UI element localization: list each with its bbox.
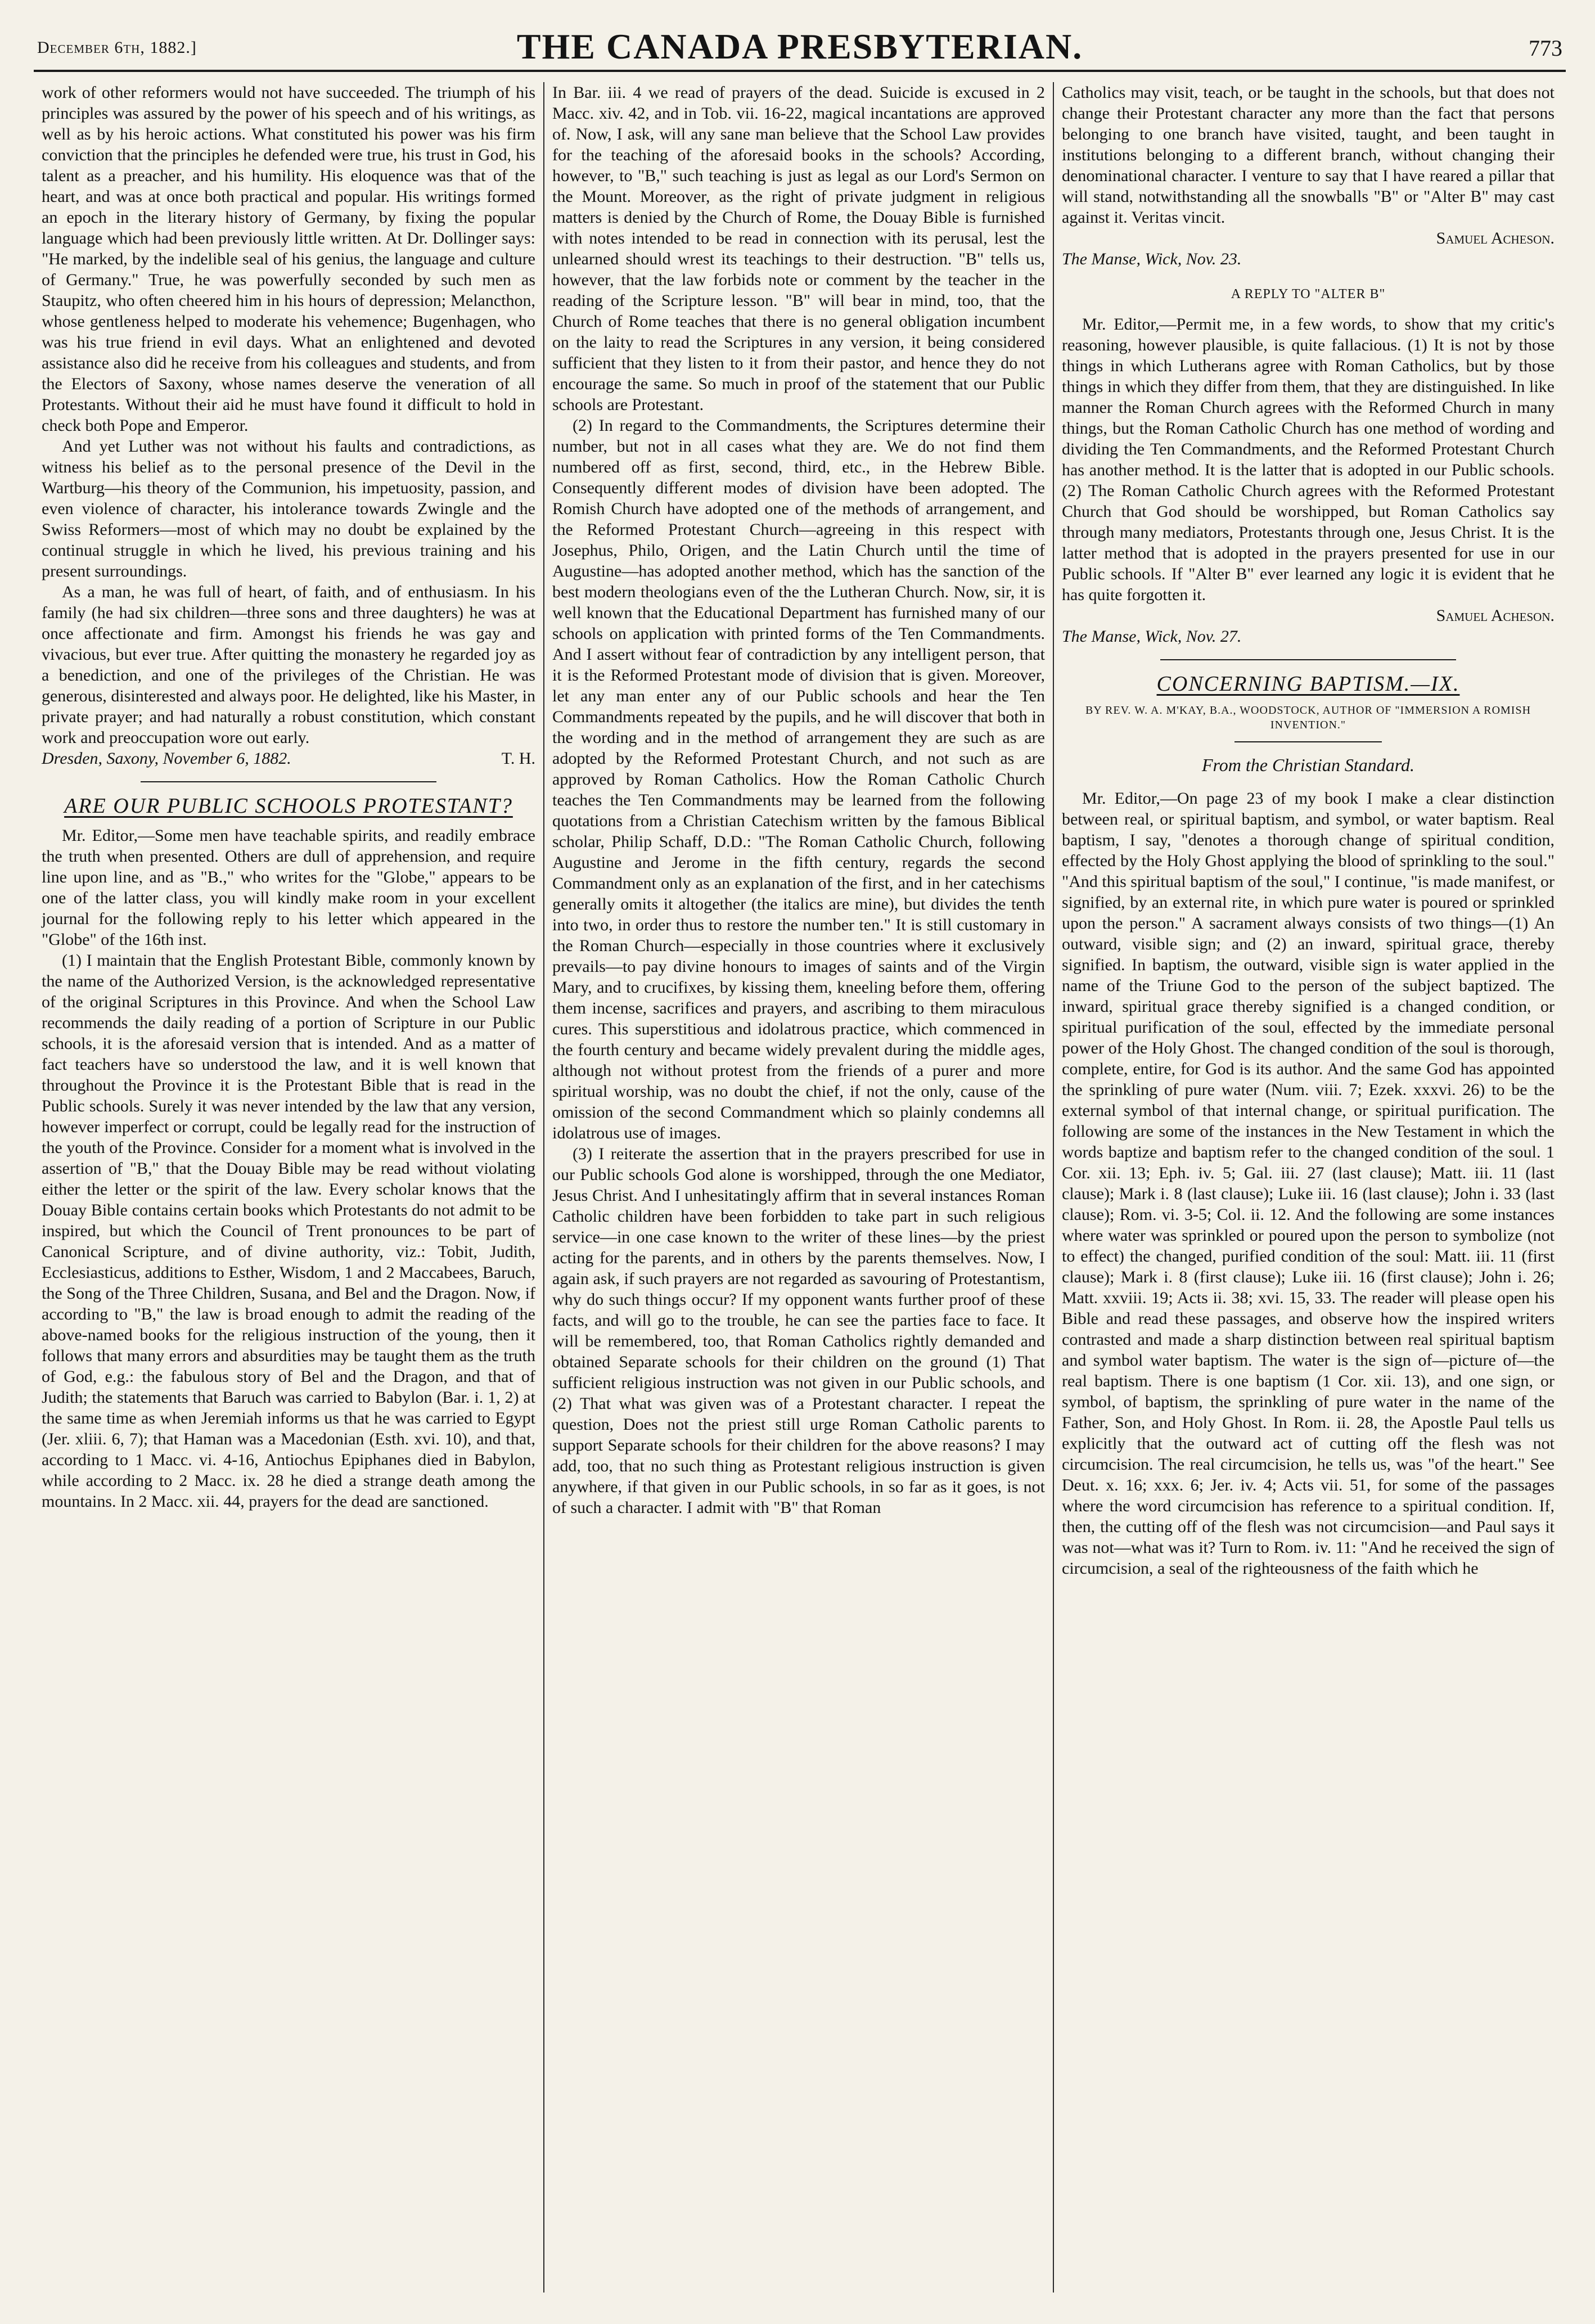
divider <box>141 781 437 782</box>
paragraph: Catholics may visit, teach, or be taught in the schools, but that does not change their Protestant character any more than the fact that persons belonging to one branch have visited, taught, and been taught in institutions belonging to a different branch, without changing their denominational character. I venture to say that I have reared a pillar that will stand, notwithstanding all the snowballs "B" or "Alter B" may cast against it. Veritas vincit. <box>1062 83 1555 227</box>
paragraph: (3) I reiterate the assertion that in the prayers prescribed for use in our Public schools God alone is worshipped, through the one Mediator, Jesus Christ. And I unhesitatingly affirm that in several instances Roman Catholic children have been forbidden to take part in such religious service—in one case known to the writer of these lines—by the priest acting for the parents, and in others by the parents themselves. Now, I again ask, if such prayers are not regarded as savouring of Protestantism, why do such things occur? If my opponent wants further proof of these facts, and will go to the trouble, he can see the parties face to face. It will be remembered, too, that Roman Catholics rightly demanded and obtained Separate schools for their children on the ground (1) That sufficient religious instruction was not given in our Public schools, and (2) That what was given was of a Protestant character. I repeat the question, Does not the priest still urge Roman Catholic parents to support Separate schools for their children for the above reasons? I may add, too, that no such thing as Protestant religious instruction is given anywhere, if that given in our Public schools, in so far as it goes, is not of such a character. I admit with "B" that Roman <box>552 1145 1045 1517</box>
section-heading: A REPLY TO "ALTER B" <box>1231 287 1386 301</box>
paragraph: As a man, he was full of heart, of faith, and of enthusiasm. In his family (he had six children—three sons and three daughters) he was at once affectionate and firm. Amongst his friends he was gay and vivacious, but ever true. After quitting the monastery he regarded joy as a benediction, and one of the privileges of the Christian. He was generous, disinterested and always poor. He delighted, like his Master, in private prayer; and had naturally a robust constitution, which constant work and preoccupation wore out early. <box>42 583 535 747</box>
author-initials: T. H. <box>501 749 535 768</box>
signature-place: The Manse, Wick, Nov. 23. <box>1062 250 1242 268</box>
article-heading: ARE OUR PUBLIC SCHOOLS PROTESTANT? <box>64 794 513 818</box>
paragraph: Mr. Editor,—Some men have teachable spirits, and readily embrace the truth when presented. Others are dull of apprehension, and require line upon line, and as "B.," who writes for the "Globe," appears to be one of the latter class, you will kindly make room in your excellent journal for the following reply to his letter which appeared in the "Globe" of the 16th inst. <box>42 826 535 949</box>
dateline <box>42 748 535 769</box>
column-3 <box>1053 82 1562 2293</box>
masthead <box>34 26 1566 72</box>
dateline-place: Dresden, Saxony, November 6, 1882. <box>42 749 291 768</box>
page-number: 773 <box>1529 35 1562 61</box>
signature: Samuel Acheson. <box>1436 606 1555 625</box>
newspaper-title: THE CANADA PRESBYTERIAN. <box>516 26 1083 66</box>
paragraph: (2) In regard to the Commandments, the Scriptures determine their number, but not in all cases what they are. We do not find them numbered off as first, second, third, etc., in the Hebrew Bible. Consequently different modes of division have been adopted. The Romish Church have adopted one of the methods of arrangement, and the Reformed Protestant Church—agreeing in this respect with Josephus, Philo, Origen, and the Latin Church until the time of Augustine—has adopted another method, which has the sanction of the best modern theologians even of the the Lutheran Church. Now, sir, it is well known that the Educational Department has furnished many of our schools on application with printed forms of the Ten Commandments. And I assert without fear of contradiction by any intelligent person, that it is the Reformed Protestant mode of division that is given. Moreover, let any man enter any of our Public schools and hear the Ten Commandments repeated by the pupils, and he will discover that both in the wording and in the method of arrangement they are such as are adopted by the Reformed Protestant Church, and not such as are approved by Roman Catholics. How the Roman Catholic Church teaches the Ten Commandments may be learned from the following quotations from a Christian Catechism written by the famous Biblical scholar, Philip Schaff, D.D.: "The Roman Catholic Church, following Augustine and Jerome in the fifth century, regards the second Commandment only as an explanation of the first, and in her catechisms generally omits it altogether (the italics are mine), but divides the tenth into two, in order thus to restore the number ten." It is still customary in the Roman Church—especially in those countries where it exclusively prevails—to pay divine honours to images of saints and of the Virgin Mary, and to crucifixes, by kissing them, kneeling before them, offering them incense, sacrifices and prayers, and ascribing to them miraculous cures. This superstitious and idolatrous practice, which commenced in the fourth century and became widely prevalent during the middle ages, although not without protest from the friends of a purer and more spiritual worship, was no doubt the chief, if not the only, cause of the omission of the second Commandment which so plainly condemns all idolatrous use of images. <box>552 416 1045 1142</box>
signature: Samuel Acheson. <box>1436 229 1555 247</box>
signature-place: The Manse, Wick, Nov. 27. <box>1062 627 1242 646</box>
paragraph: In Bar. iii. 4 we read of prayers of the dead. Suicide is excused in 2 Macc. xiv. 42, and in Tob. vii. 16-22, magical incantations are approved of. Now, I ask, will any sane man believe that the School Law provides for the teaching of the aforesaid books in the schools? According, however, to "B," such teaching is just as legal as our Lord's Sermon on the Mount. Moreover, as the right of private judgment in religious matters is denied by the Church of Rome, the Douay Bible is furnished with notes intended to be read in connection with its perusal, lest the unlearned should wrest its teachings to their destruction. "B" tells us, however, that the law forbids note or comment by the teacher in the reading of the Scripture lesson. "B" will bear in mind, too, that the Church of Rome teaches that there is no general obligation incumbent on the laity to read the Scriptures in any version, it being considered sufficient that they listen to it from their pastor, and hence they do not encourage the same. So much in proof of the statement that our Public schools are Protestant. <box>552 83 1045 414</box>
paragraph: (1) I maintain that the English Protestant Bible, commonly known by the name of the Authorized Version, is the acknowledged representative of the original Scriptures in this Province. And when the School Law recommends the daily reading of a portion of Scripture in our Public schools, it is the aforesaid version that is intended. And as a matter of fact teachers have so understood the law, and it is well known that throughout the Province it is the Protestant Bible that is read in the Public schools. Surely it was never intended by the law that any version, however imperfect or corrupt, could be legally read for the instruction of the youth of the Province. Consider for a moment what is involved in the assertion of "B," that the Douay Bible may be read without violating either the letter or the spirit of the law. Every scholar knows that the Douay Bible contains certain books which Protestants do not admit to be inspired, but which the Council of Trent pronounces to be part of Canonical Scripture, and of divine authority, viz.: Tobit, Judith, Ecclesiasticus, additions to Esther, Wisdom, 1 and 2 Maccabees, Baruch, the Song of the Three Children, Susana, and Bel and the Dragon. Now, if according to "B," the law is broad enough to admit the reading of the above-named books for the religious instruction of the young, then it follows that many errors and absurdities may be taught them as the truth of God, e.g.: the fabulous story of Bel and the Dragon, and that of Judith; the statements that Baruch was carried to Babylon (Bar. i. 1, 2) at the same time as when Jeremiah informs us that he was carried to Egypt (Jer. xliii. 6, 7); that Haman was a Macedonian (Esth. xvi. 10), and that, according to 1 Macc. vi. 4-16, Antiochus Epiphanes died in Babylon, while according to 2 Macc. ix. 28 he died a strange death among the mountains. In 2 Macc. xii. 44, prayers for the dead are sanctioned. <box>42 951 535 1511</box>
column-1 <box>34 82 543 2293</box>
byline: BY REV. W. A. M'KAY, B.A., WOODSTOCK, AUTHOR OF "IMMERSION A ROMISH INVENTION." <box>1085 704 1531 731</box>
column-2 <box>543 82 1053 2293</box>
paragraph: work of other reformers would not have succeeded. The triumph of his principles was assured by the power of his speech and of his writings, as well as by his heroic actions. What constituted his power was his firm conviction that the principles he defended were true, his trust in God, his talent as a preacher, and his humility. His eloquence was that of the heart, and was at once both practical and popular. His writings formed an epoch in the literary history of Germany, by fixing the popular language which had been previously little written. At Dr. Dollinger says: "He marked, by the indelible seal of his genius, the language and culture of Germany." True, he was powerfully seconded by such men as Staupitz, who often cheered him in his hours of depression; Melancthon, whose gentleness helped to moderate his vehemence; Bugenhagen, who was his true friend in evil days. What an enlightened and devoted assistance also did he receive from his colleagues and students, and from the Electors of Saxony, whose names deserve the veneration of all Protestants. Without their aid he must have found it difficult to hold in check both Pope and Emperor. <box>42 83 535 435</box>
article-columns <box>34 82 1566 2293</box>
divider <box>1234 741 1382 742</box>
paragraph: Mr. Editor,—Permit me, in a few words, to show that my critic's reasoning, however plausible, is quite fallacious. (1) It is not by those things in which Lutherans agree with Roman Catholics, but by those things in which they differ from them, that they are distinguished. In like manner the Roman Church agrees with the Reformed Church in many things, but the Roman Catholic Church has one method of wording and dividing the Ten Commandments, and the Reformed Protestant Church has another method. It is the latter that is adopted in our Public schools. (2) The Roman Catholic Church agrees with the Reformed Protestant Church that God should be worshipped, but Roman Catholics say through many mediators, Protestants through one, Jesus Christ. It is the latter method that is adopted in the prayers presented for use in our Public schools. If "Alter B" ever learned any logic it is evident that he has quite forgotten it. <box>1062 315 1555 604</box>
source-line: From the Christian Standard. <box>1201 755 1415 775</box>
paragraph: And yet Luther was not without his faults and contradictions, as witness his belief as to the personal presence of the Devil in the Wartburg—his theory of the Communion, his impetuosity, passion, and even violence of character, his intolerance towards Zwingle and the Swiss Reformers—most of which may no doubt be explained by the continual struggle in which he lived, his previous training and his present surroundings. <box>42 437 535 580</box>
issue-date: December 6th, 1882.] <box>37 38 197 57</box>
paragraph: Mr. Editor,—On page 23 of my book I make a clear distinction between real, or spiritual baptism, and symbol, or water baptism. Real baptism, I say, "denotes a thorough change of spiritual condition, effected by the Holy Ghost applying the blood of sprinkling to the soul." "And this spiritual baptism of the soul," I continue, "is made manifest, or signified, by an external rite, in which pure water is poured or sprinkled upon the person." A sacrament always consists of two things—(1) An outward, visible sign; and (2) an inward, spiritual grace, thereby signified. In baptism, the outward, visible sign is water applied in the name of the Triune God to the person of the subject baptized. The inward, spiritual grace thereby signified is a changed condition, or spiritual purification of the soul, effected by the immediate personal power of the Holy Ghost. The changed condition of the soul is thorough, complete, entire, for God is its author. And the same God has appointed the sprinkling of pure water (Num. viii. 7; Ezek. xxxvi. 26) to be the external symbol of that internal change, or spiritual purification. The following are some of the instances in the New Testament in which the words baptize and baptism refer to the changed condition of the soul. 1 Cor. xii. 13; Eph. iv. 5; Gal. iii. 27 (last clause); Matt. iii. 11 (last clause); Mark i. 8 (last clause); Luke iii. 16 (last clause); John i. 33 (last clause); Rom. vi. 3-5; Col. ii. 12. And the following are some instances where water was sprinkled or poured upon the person to symbolize (not to effect) the changed, purified condition of the soul: Matt. iii. 11 (first clause); Mark i. 8 (first clause); Luke iii. 16 (first clause); John i. 26; Matt. xxviii. 19; Acts ii. 38; xvi. 15, 33. The reader will please open his Bible and read these passages, and observe how the inspired writers contrasted and made a sharp distinction between real spiritual baptism and symbol water baptism. The water is the sign of—picture of—the real baptism. There is one baptism (1 Cor. xii. 13), and one sign, or symbol, of baptism, the sprinkling of pure water in the name of the Father, Son, and Holy Ghost. In Rom. ii. 28, the Apostle Paul tells us explicitly that the outward act of cutting off the flesh was not circumcision. The real circumcision, he tells us, was "of the heart." See Deut. x. 16; xxx. 6; Jer. iv. 4; Acts vii. 51, for some of the passages where the word circumcision has reference to a spiritual condition. If, then, the cutting off of the flesh was not circumcision—and Paul says it was not—what was it? Turn to Rom. iv. 11: "And he received the sign of circumcision, a seal of the righteousness of the faith which he <box>1062 789 1555 1578</box>
article-heading: CONCERNING BAPTISM.—IX. <box>1156 672 1460 696</box>
divider <box>1160 659 1456 660</box>
